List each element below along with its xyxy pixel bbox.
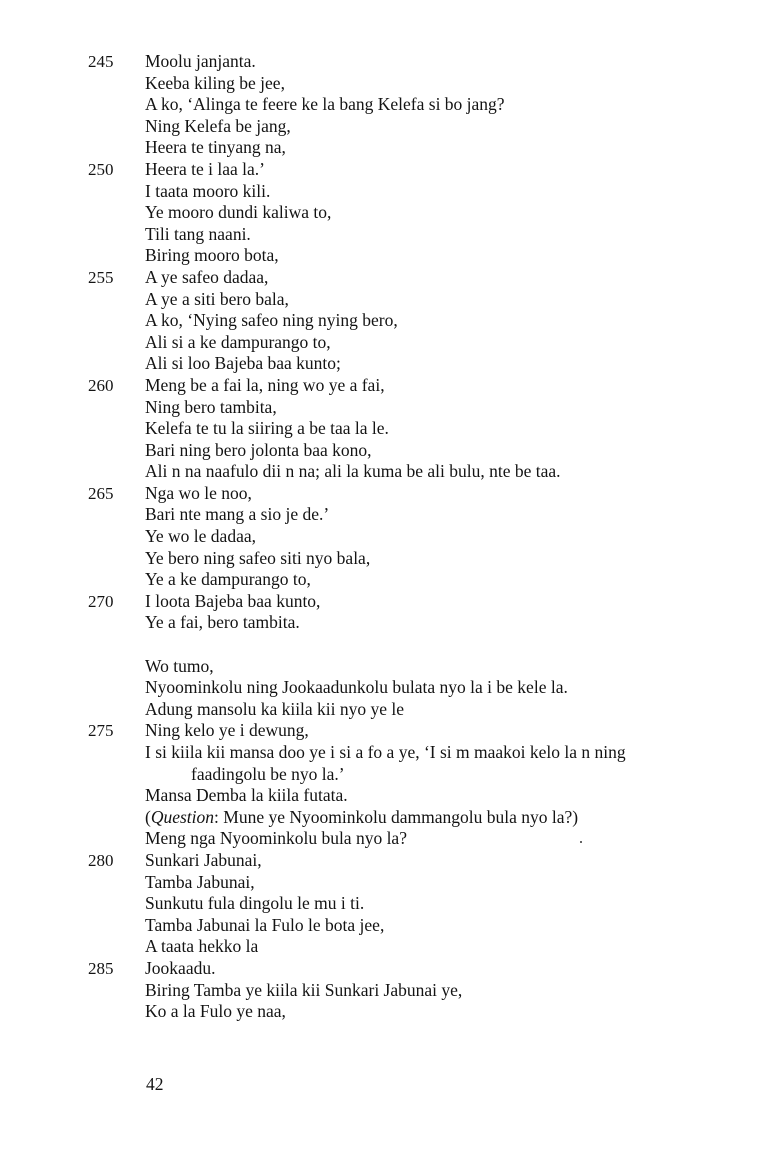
line-body: Ye mooro dundi kaliwa to, <box>145 202 332 223</box>
verse-line <box>88 720 728 742</box>
verse-line <box>88 980 728 1002</box>
line-number: 255 <box>88 267 114 287</box>
verse-line <box>88 764 728 786</box>
line-text <box>145 245 279 267</box>
line-body: Tamba Jabunai, <box>145 871 255 892</box>
line-body: Keeba kiling be jee, <box>145 72 285 93</box>
verse-line <box>88 94 728 116</box>
verse-line <box>88 612 728 634</box>
verse-line <box>88 915 728 937</box>
line-body: Ko a la Fulo ye naa, <box>145 1001 286 1022</box>
page-number: 42 <box>146 1074 164 1094</box>
line-body: Ali si loo Bajeba baa kunto; <box>145 353 341 374</box>
verse-line <box>88 850 728 872</box>
line-body: Ye a fai, bero tambita. <box>145 612 300 633</box>
line-body: Bari ning bero jolonta baa kono, <box>145 439 372 460</box>
line-number: 265 <box>88 483 114 503</box>
line-text <box>145 591 320 613</box>
line-text <box>145 742 626 764</box>
verse-line <box>88 936 728 958</box>
line-body: Mansa Demba la kiila futata. <box>145 785 348 806</box>
line-text <box>145 418 389 440</box>
line-number: 285 <box>88 958 114 978</box>
verse-line <box>88 656 728 678</box>
line-body: Meng nga Nyoominkolu bula nyo la? <box>145 828 407 849</box>
verse-line <box>88 418 728 440</box>
line-body: Tamba Jabunai la Fulo le bota jee, <box>145 914 385 935</box>
verse-line <box>88 677 728 699</box>
line-body: Ye bero ning safeo siti nyo bala, <box>145 547 371 568</box>
line-body: Biring Tamba ye kiila kii Sunkari Jabunai ye, <box>145 979 463 1000</box>
verse-line <box>88 872 728 894</box>
line-text <box>145 310 398 332</box>
verse-line <box>88 289 728 311</box>
line-body: Nga wo le noo, <box>145 482 252 503</box>
verse-line <box>88 73 728 95</box>
line-body: : Mune ye Nyoominkolu dammangolu bula nyo la?) <box>214 806 579 827</box>
verse-line <box>88 137 728 159</box>
line-text <box>145 699 404 721</box>
verse-line <box>88 332 728 354</box>
line-body: Sunkutu fula dingolu le mu i ti. <box>145 893 365 914</box>
verse-line <box>88 785 728 807</box>
line-text <box>145 94 505 116</box>
line-text <box>145 202 331 224</box>
line-body: A ko, ‘Nying safeo ning nying bero, <box>145 310 398 331</box>
line-number: 275 <box>88 721 114 741</box>
line-text <box>145 353 341 375</box>
line-body: Heera te i laa la.’ <box>145 158 265 179</box>
line-prefix: ( <box>145 806 151 827</box>
line-body: Ali n na naafulo dii n na; ali la kuma be ali bulu, nte be taa. <box>145 461 561 482</box>
line-text <box>145 137 286 159</box>
line-body: Meng be a fai la, ning wo ye a fai, <box>145 374 385 395</box>
line-text <box>145 332 331 354</box>
verse-line <box>88 958 728 980</box>
line-text <box>145 483 252 505</box>
line-text <box>145 569 311 591</box>
line-body: Tili tang naani. <box>145 223 251 244</box>
line-number: 260 <box>88 375 114 395</box>
verse-line <box>88 548 728 570</box>
line-body: A ye a siti bero bala, <box>145 288 289 309</box>
line-text <box>145 828 407 850</box>
line-text <box>145 289 289 311</box>
line-text <box>145 612 300 634</box>
line-body: Ye wo le dadaa, <box>145 526 256 547</box>
line-text <box>145 51 256 73</box>
italic-label: Question <box>150 806 215 827</box>
line-body: Ning bero tambita, <box>145 396 277 417</box>
line-body: Biring mooro bota, <box>145 245 279 266</box>
verse-block <box>88 51 728 1023</box>
line-body: A ye safeo dadaa, <box>145 266 269 287</box>
line-text <box>145 159 265 181</box>
line-text <box>145 958 215 980</box>
line-text <box>145 267 268 289</box>
line-number: 250 <box>88 159 114 179</box>
line-text <box>145 461 561 483</box>
stanza-break <box>88 634 728 656</box>
line-number: 280 <box>88 850 114 870</box>
verse-line <box>88 202 728 224</box>
line-body: I loota Bajeba baa kunto, <box>145 590 321 611</box>
line-body: Moolu janjanta. <box>145 51 256 71</box>
line-text <box>145 915 384 937</box>
line-body: Ye a ke dampurango to, <box>145 569 311 590</box>
verse-line <box>88 742 728 764</box>
line-text <box>145 980 462 1002</box>
verse-line <box>88 483 728 505</box>
verse-line <box>88 353 728 375</box>
line-text <box>145 504 329 526</box>
verse-line <box>88 1001 728 1023</box>
line-body: Ali si a ke dampurango to, <box>145 331 331 352</box>
line-text <box>145 785 348 807</box>
line-body: I taata mooro kili. <box>145 180 271 201</box>
line-body: A ko, ‘Alinga te feere ke la bang Kelefa si bo jang? <box>145 94 505 115</box>
verse-line <box>88 440 728 462</box>
verse-line <box>88 310 728 332</box>
verse-line <box>88 181 728 203</box>
verse-line <box>88 159 728 181</box>
verse-line <box>88 267 728 289</box>
verse-line <box>88 224 728 246</box>
line-text <box>145 1001 286 1023</box>
line-text <box>145 936 258 958</box>
line-body: Ning Kelefa be jang, <box>145 115 291 136</box>
line-text <box>145 375 385 397</box>
line-body: Bari nte mang a sio je de.’ <box>145 504 330 525</box>
line-body: Jookaadu. <box>145 957 216 978</box>
line-text <box>145 807 578 829</box>
line-body: Adung mansolu ka kiila kii nyo ye le <box>145 698 405 719</box>
line-body: faadingolu be nyo la.’ <box>191 763 345 784</box>
verse-line <box>88 893 728 915</box>
line-number: 270 <box>88 591 114 611</box>
line-text <box>145 224 251 246</box>
line-text <box>145 656 214 678</box>
verse-line <box>88 807 728 829</box>
verse-line <box>88 591 728 613</box>
verse-line <box>88 116 728 138</box>
line-body: Nyoominkolu ning Jookaadunkolu bulata nyo la i be kele la. <box>145 677 568 698</box>
line-number: 245 <box>88 52 114 71</box>
verse-line <box>88 51 728 73</box>
verse-line <box>88 461 728 483</box>
line-body: Ning kelo ye i dewung, <box>145 720 309 741</box>
line-body: Sunkari Jabunai, <box>145 849 262 870</box>
line-text <box>145 73 285 95</box>
line-text <box>145 872 255 894</box>
verse-line <box>88 504 728 526</box>
line-text <box>145 397 277 419</box>
line-text <box>145 181 270 203</box>
line-text <box>191 764 345 786</box>
line-body: I si kiila kii mansa doo ye i si a fo a ye, ‘I si m maakoi kelo la n ning <box>145 742 626 762</box>
line-body: A taata hekko la <box>145 936 259 957</box>
line-text <box>145 116 291 138</box>
verse-line <box>88 526 728 548</box>
line-text <box>145 893 364 915</box>
line-text <box>145 720 309 742</box>
line-body: Wo tumo, <box>145 655 214 676</box>
line-text <box>145 548 370 570</box>
line-body: Heera te tinyang na, <box>145 137 286 158</box>
verse-line <box>88 245 728 267</box>
verse-line <box>88 828 728 850</box>
verse-line <box>88 569 728 591</box>
verse-line <box>88 375 728 397</box>
stray-mark <box>580 841 582 843</box>
line-text <box>145 677 568 699</box>
line-text <box>145 850 262 872</box>
line-text <box>145 526 256 548</box>
line-text <box>145 440 371 462</box>
verse-line <box>88 397 728 419</box>
line-body: Kelefa te tu la siiring a be taa la le. <box>145 418 389 439</box>
verse-line <box>88 699 728 721</box>
